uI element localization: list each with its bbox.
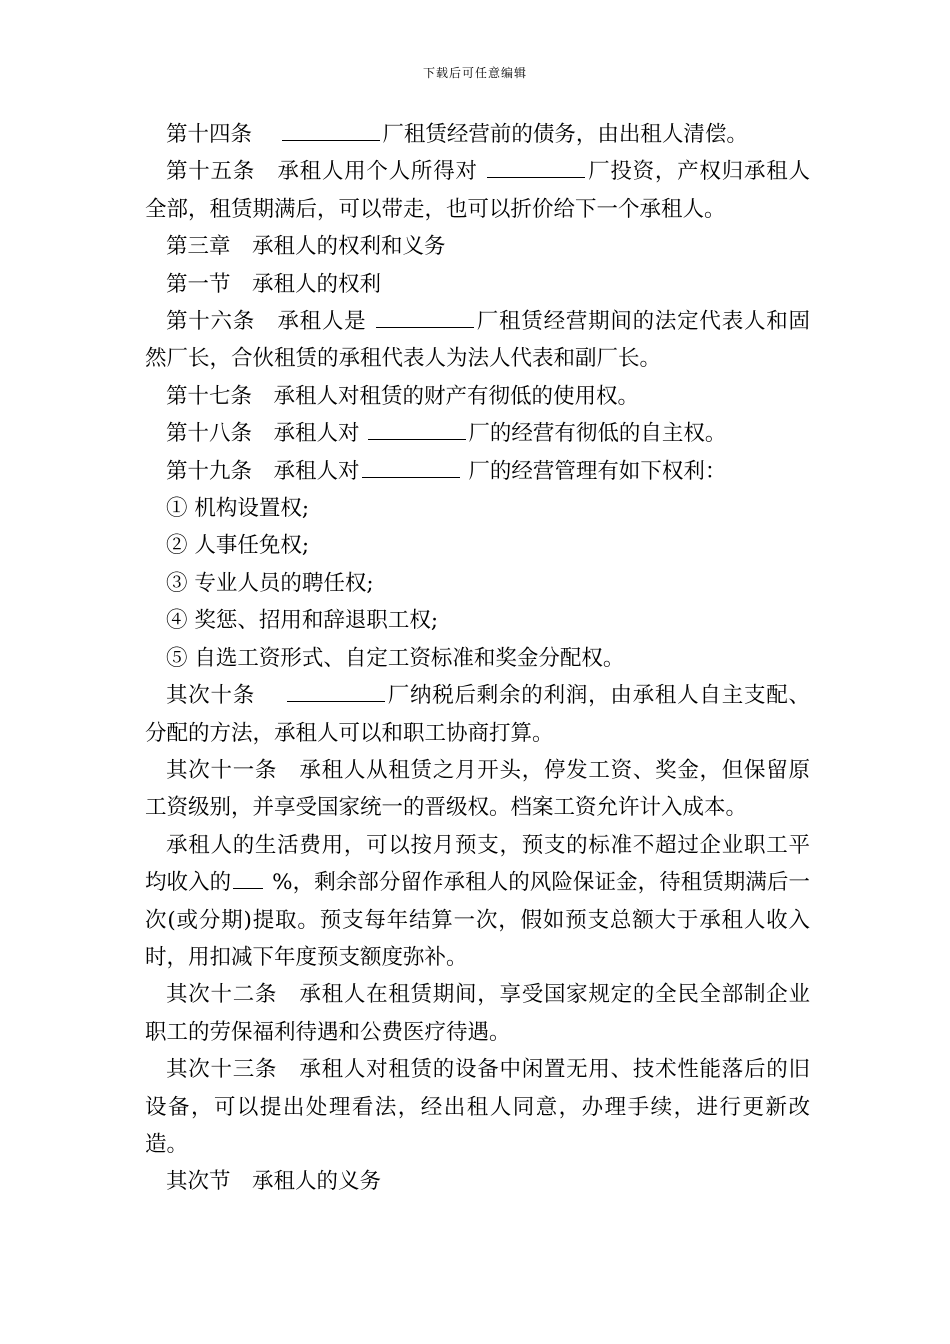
paragraph: 第十八条 承租人对 厂的经营有彻低的自主权。: [166, 421, 727, 447]
fill-blank: [282, 120, 380, 141]
document-body: [145, 116, 810, 1201]
list-item: ② 人事任免权;: [166, 533, 310, 559]
fill-blank: [362, 457, 460, 478]
paragraph: 第十六条 承租人是 厂租赁经营期间的法定代表人和固然厂长，合伙租赁的承租代表人为法人代表和副厂长。: [145, 309, 810, 372]
section-heading: 第一节 承租人的权利: [166, 271, 382, 297]
section-heading: 其次节 承租人的义务: [166, 1169, 382, 1195]
fill-blank: [368, 419, 466, 440]
paragraph: 其次十三条 承租人对租赁的设备中闲置无用、技术性能落后的旧设备，可以提出处理看法，经出租人同意，办理手续，进行更新改造。: [145, 1057, 810, 1157]
paragraph: 承租人的生活费用，可以按月预支，预支的标准不超过企业职工平均收入的 %，剩余部分留作承租人的风险保证金，待租赁期满后一次(或分期)提取。预支每年结算一次，假如预支总额大于承租人收入时，用扣减下年度预支额度弥补。: [145, 832, 810, 970]
chapter-heading: 第三章 承租人的权利和义务: [166, 234, 446, 260]
list-item: ④ 奖惩、招用和辞退职工权;: [166, 608, 439, 634]
paragraph: 其次十二条 承租人在租赁期间，享受国家规定的全民全部制企业职工的劳保福利待遇和公费医疗待遇。: [145, 982, 810, 1045]
list-item: ① 机构设置权;: [166, 496, 310, 522]
list-item: ⑤ 自选工资形式、自定工资标准和奖金分配权。: [166, 645, 625, 671]
paragraph: 第十五条 承租人用个人所得对 厂投资，产权归承租人全部，租赁期满后，可以带走，也可以折价给下一个承租人。: [145, 159, 810, 222]
paragraph: 第十七条 承租人对租赁的财产有彻低的使用权。: [166, 383, 640, 409]
fill-blank: [376, 307, 474, 328]
fill-blank: [233, 868, 263, 889]
paragraph: 其次十条 厂纳税后剩余的利润，由承租人自主支配、分配的方法，承租人可以和职工协商打算。: [145, 683, 810, 746]
paragraph: 第十四条 厂租赁经营前的债务，由出租人清偿。: [166, 122, 748, 147]
paragraph: 其次十一条 承租人从租赁之月开头，停发工资、奖金，但保留原工资级别，并享受国家统一的晋级权。档案工资允许计入成本。: [145, 757, 810, 821]
fill-blank: [287, 681, 385, 702]
fill-blank: [487, 157, 585, 178]
list-item: ③ 专业人员的聘任权;: [166, 570, 374, 596]
paragraph: 第十九条 承租人对 厂的经营管理有如下权利：: [166, 458, 727, 484]
page-header: 下载后可任意编辑: [422, 66, 527, 80]
